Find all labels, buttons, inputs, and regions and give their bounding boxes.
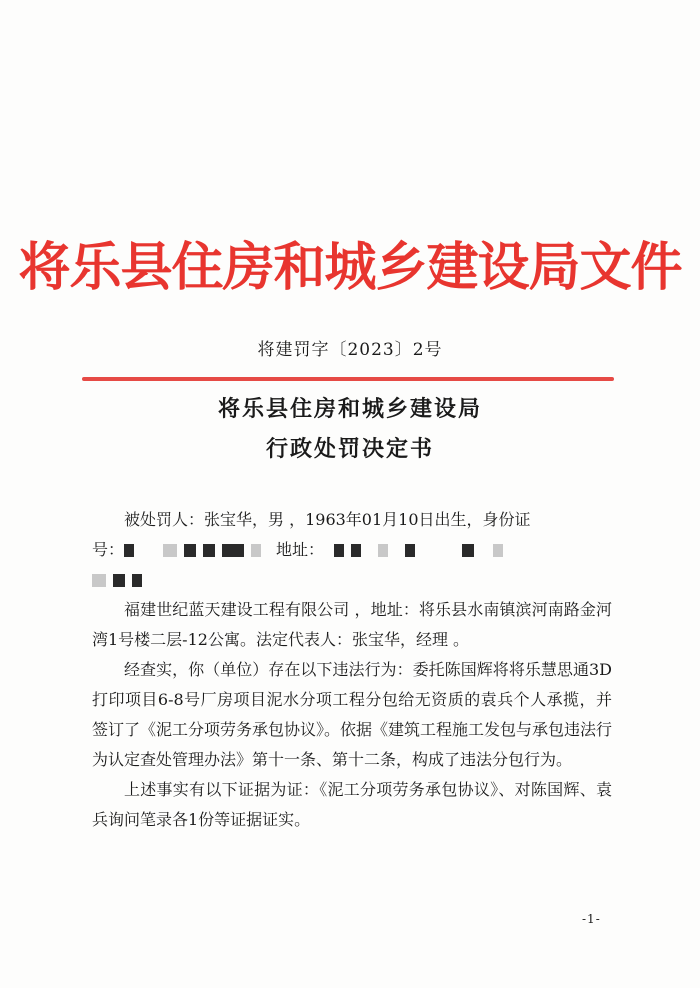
redaction-block — [92, 574, 106, 587]
redaction-block — [184, 544, 196, 557]
redaction-block — [334, 544, 344, 557]
redaction-block — [405, 544, 415, 557]
redaction-block — [351, 544, 361, 557]
redaction-block — [163, 544, 177, 557]
evidence-paragraph: 上述事实有以下证据为证：《泥工分项劳务承包协议》、对陈国辉、袁兵询问笔录各1份等证据证实。 — [92, 780, 612, 829]
person-line: 被处罚人：张宝华，男 ，1963年01月10日出生，身份证 — [124, 510, 531, 529]
redaction-block — [251, 544, 261, 557]
redaction-block — [203, 544, 215, 557]
redacted-line — [92, 565, 612, 595]
redaction-block — [222, 544, 244, 557]
id-label: 号： — [92, 540, 125, 559]
violation-paragraph: 经查实，你（单位）存在以下违法行为：委托陈国辉将将乐慧思通3D打印项目6-8号厂房项目泥水分项工程分包给无资质的袁兵个人承揽，并签订了《泥工分项劳务承包协议》。依据《建筑工程施工发包与承包违法行为认定查处管理办法》第十一条、第十二条，构成了违法分包行为。 — [92, 660, 613, 769]
decision-title: 行政处罚决定书 — [265, 437, 434, 462]
redaction-block — [113, 574, 125, 587]
red-divider — [82, 377, 614, 381]
company-paragraph: 福建世纪蓝天建设工程有限公司 ，地址：将乐县水南镇滨河南路金河湾1号楼二层-12公寓。法定代表人：张宝华，经理 。 — [92, 600, 612, 649]
id-address-line — [92, 535, 612, 565]
redaction-block — [378, 544, 388, 557]
redaction-block — [132, 574, 142, 587]
org-title: 将乐县住房和城乡建设局 — [217, 397, 482, 422]
header-title: 将乐县住房和城乡建设局文件 — [18, 237, 682, 298]
document-body — [92, 505, 612, 835]
address-label: 地址： — [276, 540, 325, 559]
redaction-block — [124, 544, 134, 557]
redaction-block — [493, 544, 503, 557]
redaction-block — [462, 544, 474, 557]
document-number: 将建罚字〔2023〕2号 — [257, 340, 443, 360]
page-number: -1- — [582, 912, 601, 926]
